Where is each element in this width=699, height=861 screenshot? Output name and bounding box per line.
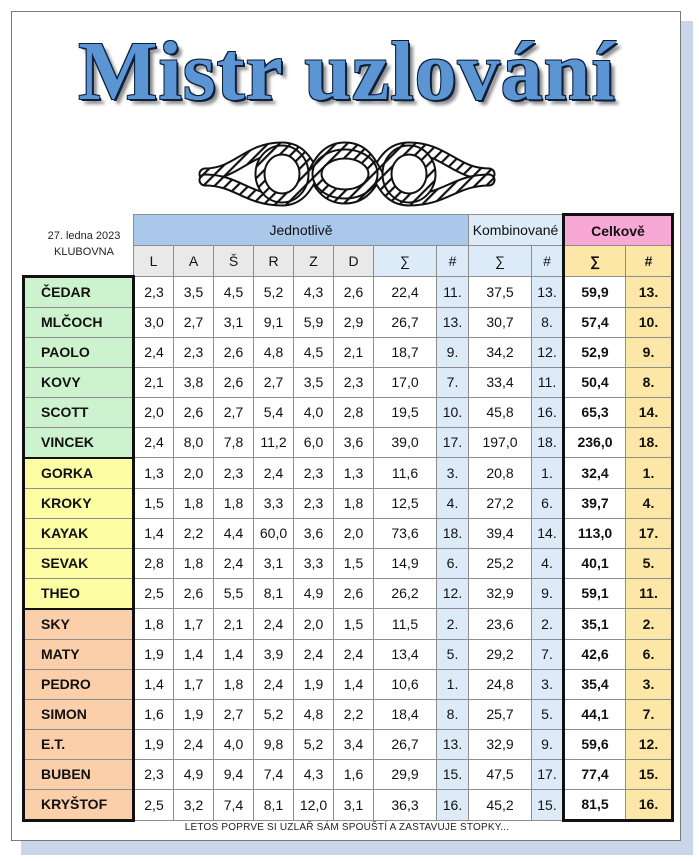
total-sum: 32,4 (564, 458, 626, 489)
knot-time: 2,4 (254, 669, 294, 699)
knot-time: 7,8 (214, 427, 254, 458)
table-row (24, 397, 673, 427)
knot-time: 3,8 (174, 367, 214, 397)
individual-sum: 12,5 (374, 488, 437, 518)
table-row (24, 639, 673, 669)
knot-time: 3,6 (294, 518, 334, 548)
knot-time: 3,1 (334, 789, 374, 820)
individual-rank: 2. (437, 609, 469, 640)
knot-time: 1,8 (334, 488, 374, 518)
total-rank: 2. (626, 609, 673, 640)
knot-time: 4,0 (214, 729, 254, 759)
knot-time: 2,4 (254, 609, 294, 640)
knot-time: 2,4 (294, 639, 334, 669)
knot-time: 2,6 (174, 397, 214, 427)
knot-time: 11,2 (254, 427, 294, 458)
table-row (24, 518, 673, 548)
knot-time: 1,5 (134, 488, 174, 518)
knot-time: 2,7 (254, 367, 294, 397)
knot-time: 1,3 (334, 458, 374, 489)
individual-sum: 17,0 (374, 367, 437, 397)
combined-sum: 37,5 (469, 276, 532, 307)
combined-sum: 29,2 (469, 639, 532, 669)
combined-sum: 197,0 (469, 427, 532, 458)
knot-time: 1,8 (174, 488, 214, 518)
player-name: THEO (24, 578, 134, 609)
player-name: MATY (24, 639, 134, 669)
individual-rank: 12. (437, 578, 469, 609)
header-row-columns (24, 246, 673, 277)
individual-rank: 1. (437, 669, 469, 699)
player-name: PAOLO (24, 337, 134, 367)
scoreboard-sheet (11, 11, 681, 841)
knot-time: 12,0 (294, 789, 334, 820)
combined-sum: 47,5 (469, 759, 532, 789)
knot-time: 3,0 (134, 307, 174, 337)
total-rank: 10. (626, 307, 673, 337)
individual-sum: 73,6 (374, 518, 437, 548)
player-name: BUBEN (24, 759, 134, 789)
knot-time: 1,7 (174, 669, 214, 699)
knot-time: 2,3 (294, 488, 334, 518)
individual-header: Jednotlivě (134, 215, 469, 246)
combined-rank: 16. (532, 397, 564, 427)
knot-time: 3,4 (334, 729, 374, 759)
combined-rank: 1. (532, 458, 564, 489)
footer-note: LETOS POPRVE SI UZLAŘ SÁM SPOUŠTÍ A ZASTAVUJE STOPKY... (184, 822, 510, 833)
combined-sum: 45,2 (469, 789, 532, 820)
knot-time: 2,6 (334, 578, 374, 609)
knot-time: 3,1 (214, 307, 254, 337)
knot-time: 1,4 (334, 669, 374, 699)
knot-time: 2,6 (334, 276, 374, 307)
individual-rank: 11. (437, 276, 469, 307)
knot-time: 3,6 (334, 427, 374, 458)
table-row (24, 488, 673, 518)
total-rank: 15. (626, 759, 673, 789)
knot-time: 9,1 (254, 307, 294, 337)
knot-time: 2,0 (174, 458, 214, 489)
knot-time: 1,4 (134, 669, 174, 699)
knot-time: 5,9 (294, 307, 334, 337)
knot-time: 5,2 (254, 276, 294, 307)
total-rank: 18. (626, 427, 673, 458)
knot-time: 1,4 (134, 518, 174, 548)
knot-time: 2,7 (214, 397, 254, 427)
total-sum: 236,0 (564, 427, 626, 458)
col-header-knot: Z (294, 246, 334, 277)
total-sum: 65,3 (564, 397, 626, 427)
knot-time: 1,6 (134, 699, 174, 729)
knot-time: 8,0 (174, 427, 214, 458)
individual-rank: 9. (437, 337, 469, 367)
knot-time: 2,8 (134, 548, 174, 578)
combined-sum: 45,8 (469, 397, 532, 427)
individual-sum: 26,7 (374, 307, 437, 337)
player-name: SKY (24, 609, 134, 640)
combined-rank: 17. (532, 759, 564, 789)
knot-time: 2,7 (214, 699, 254, 729)
individual-rank: 7. (437, 367, 469, 397)
individual-sum: 26,7 (374, 729, 437, 759)
total-sum: 44,1 (564, 699, 626, 729)
knot-time: 2,0 (334, 518, 374, 548)
player-name: E.T. (24, 729, 134, 759)
individual-sum: 39,0 (374, 427, 437, 458)
individual-sum: 18,4 (374, 699, 437, 729)
player-name: KAYAK (24, 518, 134, 548)
knot-time: 2,4 (254, 458, 294, 489)
knot-time: 1,9 (174, 699, 214, 729)
combined-rank: 13. (532, 276, 564, 307)
table-row (24, 729, 673, 759)
col-header-knot: A (174, 246, 214, 277)
combined-sum: 30,7 (469, 307, 532, 337)
combined-sum: 32,9 (469, 578, 532, 609)
knot-time: 8,1 (254, 578, 294, 609)
combined-rank: 7. (532, 639, 564, 669)
total-rank: 4. (626, 488, 673, 518)
knot-time: 1,7 (174, 609, 214, 640)
individual-rank: 16. (437, 789, 469, 820)
knot-time: 1,5 (334, 609, 374, 640)
individual-sum: 19,5 (374, 397, 437, 427)
combined-sum: 20,8 (469, 458, 532, 489)
table-row (24, 427, 673, 458)
knot-time: 1,3 (134, 458, 174, 489)
combined-rank: 3. (532, 669, 564, 699)
table-row (24, 759, 673, 789)
knot-time: 1,8 (214, 488, 254, 518)
knot-time: 6,0 (294, 427, 334, 458)
knot-time: 1,9 (134, 729, 174, 759)
total-sum: 59,1 (564, 578, 626, 609)
col-header-knot: D (334, 246, 374, 277)
total-rank: 1. (626, 458, 673, 489)
page-title: Mistr uzlování (78, 25, 616, 118)
total-header: Celkově (564, 215, 673, 246)
knot-time: 2,9 (334, 307, 374, 337)
total-sum: 39,7 (564, 488, 626, 518)
individual-rank: 5. (437, 639, 469, 669)
knot-time: 1,8 (174, 548, 214, 578)
individual-sum: 10,6 (374, 669, 437, 699)
total-rank: 17. (626, 518, 673, 548)
player-name: VINCEK (24, 427, 134, 458)
individual-sum: 22,4 (374, 276, 437, 307)
table-row (24, 367, 673, 397)
individual-rank: 10. (437, 397, 469, 427)
total-rank: 12. (626, 729, 673, 759)
total-sum: 59,9 (564, 276, 626, 307)
knot-time: 1,4 (174, 639, 214, 669)
individual-sum: 11,5 (374, 609, 437, 640)
col-header-rank: # (437, 246, 469, 277)
combined-header: Kombinované (469, 215, 564, 246)
individual-rank: 17. (437, 427, 469, 458)
knot-time: 2,6 (174, 578, 214, 609)
total-sum: 40,1 (564, 548, 626, 578)
total-sum: 59,6 (564, 729, 626, 759)
knot-time: 4,4 (214, 518, 254, 548)
col-header-knot: L (134, 246, 174, 277)
player-name: KRYŠTOF (24, 789, 134, 820)
total-sum: 57,4 (564, 307, 626, 337)
table-row (24, 307, 673, 337)
total-rank: 16. (626, 789, 673, 820)
knot-time: 60,0 (254, 518, 294, 548)
knot-time: 4,8 (294, 699, 334, 729)
knot-time: 4,5 (294, 337, 334, 367)
individual-rank: 8. (437, 699, 469, 729)
knot-time: 8,1 (254, 789, 294, 820)
total-rank: 9. (626, 337, 673, 367)
total-sum: 77,4 (564, 759, 626, 789)
knot-time: 2,3 (334, 367, 374, 397)
knot-time: 5,5 (214, 578, 254, 609)
player-name: SIMON (24, 699, 134, 729)
knot-time: 2,3 (134, 276, 174, 307)
total-sum: 50,4 (564, 367, 626, 397)
knot-time: 9,4 (214, 759, 254, 789)
knot-time: 2,0 (134, 397, 174, 427)
knot-time: 3,1 (254, 548, 294, 578)
combined-sum: 27,2 (469, 488, 532, 518)
total-rank: 11. (626, 578, 673, 609)
player-name: GORKA (24, 458, 134, 489)
combined-sum: 25,2 (469, 548, 532, 578)
knot-time: 2,3 (294, 458, 334, 489)
knot-time: 4,0 (294, 397, 334, 427)
combined-rank: 15. (532, 789, 564, 820)
knot-time: 4,5 (214, 276, 254, 307)
knot-time: 1,8 (134, 609, 174, 640)
event-place: KLUBOVNA (54, 246, 114, 258)
combined-rank: 5. (532, 699, 564, 729)
combined-sum: 24,8 (469, 669, 532, 699)
knot-time: 7,4 (254, 759, 294, 789)
total-sum: 42,6 (564, 639, 626, 669)
total-rank: 8. (626, 367, 673, 397)
knot-time: 2,4 (214, 548, 254, 578)
individual-rank: 18. (437, 518, 469, 548)
player-name: SEVAK (24, 548, 134, 578)
knot-time: 3,3 (254, 488, 294, 518)
col-header-combined-rank: # (532, 246, 564, 277)
knot-time: 2,6 (214, 367, 254, 397)
player-name: PEDRO (24, 669, 134, 699)
table-row (24, 578, 673, 609)
knot-time: 3,3 (294, 548, 334, 578)
combined-rank: 9. (532, 578, 564, 609)
knot-time: 3,5 (174, 276, 214, 307)
combined-rank: 12. (532, 337, 564, 367)
individual-rank: 15. (437, 759, 469, 789)
combined-sum: 33,4 (469, 367, 532, 397)
header-row-groups (24, 215, 673, 246)
total-sum: 35,4 (564, 669, 626, 699)
individual-sum: 29,9 (374, 759, 437, 789)
table-row (24, 669, 673, 699)
knot-time: 3,9 (254, 639, 294, 669)
knot-time: 2,6 (214, 337, 254, 367)
knot-time: 1,4 (214, 639, 254, 669)
knot-time: 7,4 (214, 789, 254, 820)
total-rank: 7. (626, 699, 673, 729)
col-header-total-rank: # (626, 246, 673, 277)
col-header-sum: ∑ (374, 246, 437, 277)
table-row (24, 699, 673, 729)
total-sum: 35,1 (564, 609, 626, 640)
knot-time: 1,9 (294, 669, 334, 699)
event-date: 27. ledna 2023 (47, 230, 121, 242)
knot-time: 4,3 (294, 759, 334, 789)
total-rank: 6. (626, 639, 673, 669)
knot-time: 2,3 (174, 337, 214, 367)
knot-time: 2,1 (214, 609, 254, 640)
knot-time: 2,4 (174, 729, 214, 759)
combined-rank: 11. (532, 367, 564, 397)
combined-rank: 9. (532, 729, 564, 759)
knot-time: 1,8 (214, 669, 254, 699)
total-rank: 5. (626, 548, 673, 578)
individual-rank: 4. (437, 488, 469, 518)
table-row (24, 337, 673, 367)
table-row (24, 548, 673, 578)
knot-time: 2,5 (134, 578, 174, 609)
combined-rank: 6. (532, 488, 564, 518)
knot-time: 1,6 (334, 759, 374, 789)
knot-time: 4,8 (254, 337, 294, 367)
player-name: MLČOCH (24, 307, 134, 337)
knot-time: 3,5 (294, 367, 334, 397)
knot-time: 2,7 (174, 307, 214, 337)
individual-sum: 14,9 (374, 548, 437, 578)
combined-sum: 23,6 (469, 609, 532, 640)
table-row (24, 458, 673, 489)
col-header-total-sum: ∑ (564, 246, 626, 277)
combined-rank: 14. (532, 518, 564, 548)
combined-rank: 18. (532, 427, 564, 458)
rope-knot-icon (197, 134, 497, 210)
knot-time: 4,9 (174, 759, 214, 789)
total-rank: 13. (626, 276, 673, 307)
knot-time: 2,1 (134, 367, 174, 397)
knot-time: 2,3 (214, 458, 254, 489)
table-row (24, 789, 673, 820)
knot-time: 2,3 (134, 759, 174, 789)
knot-time: 9,8 (254, 729, 294, 759)
total-sum: 52,9 (564, 337, 626, 367)
table-row (24, 609, 673, 640)
individual-sum: 11,6 (374, 458, 437, 489)
individual-rank: 13. (437, 729, 469, 759)
knot-time: 2,2 (334, 699, 374, 729)
knot-time: 2,4 (134, 337, 174, 367)
total-sum: 113,0 (564, 518, 626, 548)
player-name: SCOTT (24, 397, 134, 427)
col-header-knot: Š (214, 246, 254, 277)
knot-time: 1,5 (334, 548, 374, 578)
individual-sum: 13,4 (374, 639, 437, 669)
total-rank: 14. (626, 397, 673, 427)
knot-time: 4,9 (294, 578, 334, 609)
knot-time: 1,9 (134, 639, 174, 669)
player-name: ČEDAR (24, 276, 134, 307)
knot-time: 2,5 (134, 789, 174, 820)
knot-time: 2,4 (334, 639, 374, 669)
player-name: KOVY (24, 367, 134, 397)
individual-sum: 36,3 (374, 789, 437, 820)
knot-time: 2,1 (334, 337, 374, 367)
total-rank: 3. (626, 669, 673, 699)
combined-rank: 2. (532, 609, 564, 640)
knot-time: 3,2 (174, 789, 214, 820)
col-header-knot: R (254, 246, 294, 277)
individual-rank: 3. (437, 458, 469, 489)
combined-rank: 4. (532, 548, 564, 578)
individual-rank: 13. (437, 307, 469, 337)
combined-sum: 32,9 (469, 729, 532, 759)
col-header-combined-sum: ∑ (469, 246, 532, 277)
knot-time: 4,3 (294, 276, 334, 307)
knot-time: 5,4 (254, 397, 294, 427)
knot-time: 2,8 (334, 397, 374, 427)
combined-sum: 34,2 (469, 337, 532, 367)
knot-time: 5,2 (294, 729, 334, 759)
individual-sum: 18,7 (374, 337, 437, 367)
total-sum: 81,5 (564, 789, 626, 820)
individual-rank: 6. (437, 548, 469, 578)
knot-time: 5,2 (254, 699, 294, 729)
combined-rank: 8. (532, 307, 564, 337)
knot-time: 2,4 (134, 427, 174, 458)
combined-sum: 25,7 (469, 699, 532, 729)
results-table (22, 213, 674, 822)
individual-sum: 26,2 (374, 578, 437, 609)
knot-time: 2,2 (174, 518, 214, 548)
player-name: KROKY (24, 488, 134, 518)
knot-time: 2,0 (294, 609, 334, 640)
table-row (24, 276, 673, 307)
combined-sum: 39,4 (469, 518, 532, 548)
